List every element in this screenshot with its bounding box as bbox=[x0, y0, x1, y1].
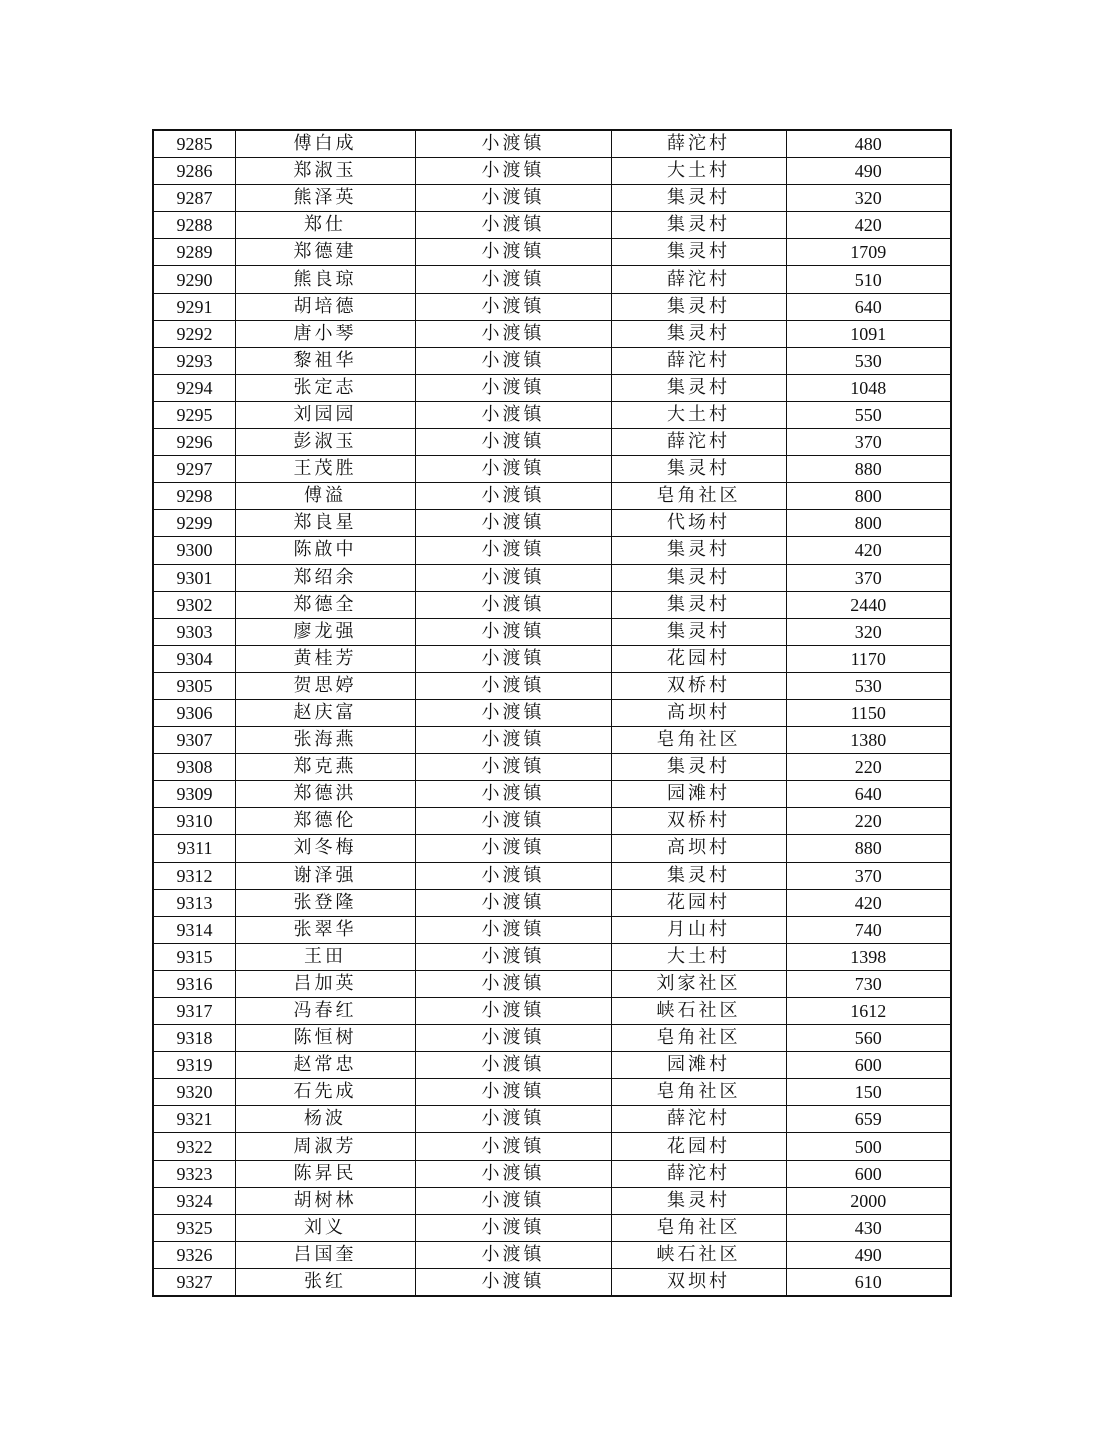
town-cell: 小渡镇 bbox=[415, 754, 611, 781]
amount-cell: 740 bbox=[786, 916, 951, 943]
village-cell: 集灵村 bbox=[611, 618, 786, 645]
row-number-cell: 9305 bbox=[153, 672, 235, 699]
amount-cell: 370 bbox=[786, 862, 951, 889]
amount-cell: 370 bbox=[786, 429, 951, 456]
row-number-cell: 9300 bbox=[153, 537, 235, 564]
person-name-cell: 赵常忠 bbox=[235, 1052, 415, 1079]
row-number-cell: 9295 bbox=[153, 401, 235, 428]
row-number-cell: 9322 bbox=[153, 1133, 235, 1160]
person-name-cell: 贺思婷 bbox=[235, 672, 415, 699]
amount-cell: 640 bbox=[786, 293, 951, 320]
person-name-cell: 张海燕 bbox=[235, 727, 415, 754]
village-cell: 集灵村 bbox=[611, 212, 786, 239]
row-number-cell: 9308 bbox=[153, 754, 235, 781]
town-cell: 小渡镇 bbox=[415, 835, 611, 862]
person-name-cell: 刘冬梅 bbox=[235, 835, 415, 862]
amount-cell: 880 bbox=[786, 456, 951, 483]
village-cell: 皂角社区 bbox=[611, 1214, 786, 1241]
row-number-cell: 9303 bbox=[153, 618, 235, 645]
table-row bbox=[153, 266, 951, 293]
amount-cell: 1150 bbox=[786, 699, 951, 726]
row-number-cell: 9290 bbox=[153, 266, 235, 293]
village-cell: 薛沱村 bbox=[611, 130, 786, 158]
table-row bbox=[153, 1133, 951, 1160]
village-cell: 集灵村 bbox=[611, 320, 786, 347]
table-row bbox=[153, 401, 951, 428]
village-cell: 大土村 bbox=[611, 943, 786, 970]
village-cell: 代场村 bbox=[611, 510, 786, 537]
person-name-cell: 吕国奎 bbox=[235, 1241, 415, 1268]
table-row bbox=[153, 618, 951, 645]
table-row bbox=[153, 970, 951, 997]
table-row bbox=[153, 591, 951, 618]
amount-cell: 220 bbox=[786, 754, 951, 781]
amount-cell: 510 bbox=[786, 266, 951, 293]
table-row bbox=[153, 483, 951, 510]
row-number-cell: 9291 bbox=[153, 293, 235, 320]
row-number-cell: 9315 bbox=[153, 943, 235, 970]
table-row bbox=[153, 130, 951, 158]
table-row bbox=[153, 943, 951, 970]
row-number-cell: 9294 bbox=[153, 374, 235, 401]
person-name-cell: 黄桂芳 bbox=[235, 645, 415, 672]
table-row bbox=[153, 889, 951, 916]
row-number-cell: 9321 bbox=[153, 1106, 235, 1133]
row-number-cell: 9302 bbox=[153, 591, 235, 618]
village-cell: 双桥村 bbox=[611, 672, 786, 699]
table-row bbox=[153, 672, 951, 699]
person-name-cell: 谢泽强 bbox=[235, 862, 415, 889]
row-number-cell: 9310 bbox=[153, 808, 235, 835]
person-name-cell: 胡培德 bbox=[235, 293, 415, 320]
person-name-cell: 陈昇民 bbox=[235, 1160, 415, 1187]
row-number-cell: 9293 bbox=[153, 347, 235, 374]
table-row bbox=[153, 429, 951, 456]
table-row bbox=[153, 808, 951, 835]
row-number-cell: 9301 bbox=[153, 564, 235, 591]
person-name-cell: 郑德建 bbox=[235, 239, 415, 266]
amount-cell: 1398 bbox=[786, 943, 951, 970]
town-cell: 小渡镇 bbox=[415, 456, 611, 483]
amount-cell: 800 bbox=[786, 510, 951, 537]
person-name-cell: 郑良星 bbox=[235, 510, 415, 537]
amount-cell: 880 bbox=[786, 835, 951, 862]
person-name-cell: 刘园园 bbox=[235, 401, 415, 428]
village-cell: 峡石社区 bbox=[611, 998, 786, 1025]
table-row bbox=[153, 645, 951, 672]
amount-cell: 420 bbox=[786, 212, 951, 239]
village-cell: 集灵村 bbox=[611, 374, 786, 401]
table-row bbox=[153, 835, 951, 862]
row-number-cell: 9326 bbox=[153, 1241, 235, 1268]
amount-cell: 490 bbox=[786, 158, 951, 185]
table-row bbox=[153, 374, 951, 401]
town-cell: 小渡镇 bbox=[415, 158, 611, 185]
person-name-cell: 傅白成 bbox=[235, 130, 415, 158]
village-cell: 皂角社区 bbox=[611, 727, 786, 754]
village-cell: 双桥村 bbox=[611, 808, 786, 835]
row-number-cell: 9288 bbox=[153, 212, 235, 239]
amount-cell: 500 bbox=[786, 1133, 951, 1160]
table-row bbox=[153, 537, 951, 564]
person-name-cell: 张翠华 bbox=[235, 916, 415, 943]
town-cell: 小渡镇 bbox=[415, 537, 611, 564]
row-number-cell: 9314 bbox=[153, 916, 235, 943]
row-number-cell: 9309 bbox=[153, 781, 235, 808]
amount-cell: 150 bbox=[786, 1079, 951, 1106]
table-row bbox=[153, 1241, 951, 1268]
person-name-cell: 张定志 bbox=[235, 374, 415, 401]
village-cell: 皂角社区 bbox=[611, 1079, 786, 1106]
village-cell: 集灵村 bbox=[611, 293, 786, 320]
village-cell: 集灵村 bbox=[611, 185, 786, 212]
amount-cell: 550 bbox=[786, 401, 951, 428]
amount-cell: 370 bbox=[786, 564, 951, 591]
person-name-cell: 刘义 bbox=[235, 1214, 415, 1241]
row-number-cell: 9327 bbox=[153, 1268, 235, 1296]
person-name-cell: 胡树林 bbox=[235, 1187, 415, 1214]
village-cell: 皂角社区 bbox=[611, 1025, 786, 1052]
amount-cell: 1091 bbox=[786, 320, 951, 347]
amount-cell: 420 bbox=[786, 537, 951, 564]
person-name-cell: 吕加英 bbox=[235, 970, 415, 997]
table-row bbox=[153, 727, 951, 754]
village-cell: 集灵村 bbox=[611, 239, 786, 266]
table-row bbox=[153, 456, 951, 483]
town-cell: 小渡镇 bbox=[415, 320, 611, 347]
town-cell: 小渡镇 bbox=[415, 1079, 611, 1106]
table-row bbox=[153, 754, 951, 781]
amount-cell: 530 bbox=[786, 347, 951, 374]
person-name-cell: 周淑芳 bbox=[235, 1133, 415, 1160]
village-cell: 花园村 bbox=[611, 889, 786, 916]
town-cell: 小渡镇 bbox=[415, 672, 611, 699]
village-cell: 集灵村 bbox=[611, 537, 786, 564]
table-row bbox=[153, 239, 951, 266]
village-cell: 园滩村 bbox=[611, 781, 786, 808]
village-cell: 薛沱村 bbox=[611, 347, 786, 374]
town-cell: 小渡镇 bbox=[415, 781, 611, 808]
table-row bbox=[153, 1106, 951, 1133]
amount-cell: 730 bbox=[786, 970, 951, 997]
row-number-cell: 9299 bbox=[153, 510, 235, 537]
amount-cell: 2440 bbox=[786, 591, 951, 618]
person-name-cell: 陈啟中 bbox=[235, 537, 415, 564]
village-cell: 双坝村 bbox=[611, 1268, 786, 1296]
amount-cell: 600 bbox=[786, 1160, 951, 1187]
table-row bbox=[153, 998, 951, 1025]
person-name-cell: 熊泽英 bbox=[235, 185, 415, 212]
table-row bbox=[153, 347, 951, 374]
town-cell: 小渡镇 bbox=[415, 1133, 611, 1160]
amount-cell: 490 bbox=[786, 1241, 951, 1268]
table-row bbox=[153, 862, 951, 889]
table-row bbox=[153, 185, 951, 212]
town-cell: 小渡镇 bbox=[415, 374, 611, 401]
village-cell: 集灵村 bbox=[611, 862, 786, 889]
table-row bbox=[153, 781, 951, 808]
table-row bbox=[153, 1214, 951, 1241]
village-cell: 峡石社区 bbox=[611, 1241, 786, 1268]
person-name-cell: 郑德全 bbox=[235, 591, 415, 618]
town-cell: 小渡镇 bbox=[415, 591, 611, 618]
amount-cell: 800 bbox=[786, 483, 951, 510]
person-name-cell: 陈恒树 bbox=[235, 1025, 415, 1052]
village-cell: 大土村 bbox=[611, 158, 786, 185]
row-number-cell: 9316 bbox=[153, 970, 235, 997]
amount-cell: 2000 bbox=[786, 1187, 951, 1214]
town-cell: 小渡镇 bbox=[415, 293, 611, 320]
person-name-cell: 冯春红 bbox=[235, 998, 415, 1025]
village-cell: 薛沱村 bbox=[611, 1160, 786, 1187]
town-cell: 小渡镇 bbox=[415, 239, 611, 266]
row-number-cell: 9317 bbox=[153, 998, 235, 1025]
town-cell: 小渡镇 bbox=[415, 1214, 611, 1241]
person-name-cell: 唐小琴 bbox=[235, 320, 415, 347]
table-row bbox=[153, 1187, 951, 1214]
town-cell: 小渡镇 bbox=[415, 429, 611, 456]
row-number-cell: 9313 bbox=[153, 889, 235, 916]
town-cell: 小渡镇 bbox=[415, 970, 611, 997]
amount-cell: 1170 bbox=[786, 645, 951, 672]
village-cell: 薛沱村 bbox=[611, 429, 786, 456]
row-number-cell: 9324 bbox=[153, 1187, 235, 1214]
village-cell: 高坝村 bbox=[611, 699, 786, 726]
town-cell: 小渡镇 bbox=[415, 1241, 611, 1268]
amount-cell: 1709 bbox=[786, 239, 951, 266]
person-name-cell: 熊良琼 bbox=[235, 266, 415, 293]
amount-cell: 659 bbox=[786, 1106, 951, 1133]
row-number-cell: 9296 bbox=[153, 429, 235, 456]
village-cell: 薛沱村 bbox=[611, 266, 786, 293]
village-cell: 刘家社区 bbox=[611, 970, 786, 997]
village-cell: 薛沱村 bbox=[611, 1106, 786, 1133]
person-name-cell: 郑德伦 bbox=[235, 808, 415, 835]
amount-cell: 560 bbox=[786, 1025, 951, 1052]
town-cell: 小渡镇 bbox=[415, 645, 611, 672]
amount-cell: 600 bbox=[786, 1052, 951, 1079]
roster-table-body bbox=[153, 130, 951, 1296]
town-cell: 小渡镇 bbox=[415, 510, 611, 537]
village-cell: 集灵村 bbox=[611, 754, 786, 781]
row-number-cell: 9311 bbox=[153, 835, 235, 862]
village-cell: 集灵村 bbox=[611, 1187, 786, 1214]
town-cell: 小渡镇 bbox=[415, 618, 611, 645]
table-row bbox=[153, 699, 951, 726]
row-number-cell: 9307 bbox=[153, 727, 235, 754]
person-name-cell: 张红 bbox=[235, 1268, 415, 1296]
village-cell: 集灵村 bbox=[611, 456, 786, 483]
row-number-cell: 9319 bbox=[153, 1052, 235, 1079]
village-cell: 高坝村 bbox=[611, 835, 786, 862]
table-row bbox=[153, 1079, 951, 1106]
village-cell: 花园村 bbox=[611, 645, 786, 672]
table-row bbox=[153, 212, 951, 239]
row-number-cell: 9306 bbox=[153, 699, 235, 726]
amount-cell: 530 bbox=[786, 672, 951, 699]
table-row bbox=[153, 1268, 951, 1296]
village-cell: 园滩村 bbox=[611, 1052, 786, 1079]
person-name-cell: 郑绍余 bbox=[235, 564, 415, 591]
amount-cell: 420 bbox=[786, 889, 951, 916]
town-cell: 小渡镇 bbox=[415, 916, 611, 943]
row-number-cell: 9304 bbox=[153, 645, 235, 672]
amount-cell: 320 bbox=[786, 618, 951, 645]
village-cell: 集灵村 bbox=[611, 564, 786, 591]
table-row bbox=[153, 1052, 951, 1079]
person-name-cell: 王茂胜 bbox=[235, 456, 415, 483]
person-name-cell: 张登隆 bbox=[235, 889, 415, 916]
town-cell: 小渡镇 bbox=[415, 564, 611, 591]
amount-cell: 610 bbox=[786, 1268, 951, 1296]
town-cell: 小渡镇 bbox=[415, 943, 611, 970]
person-name-cell: 彭淑玉 bbox=[235, 429, 415, 456]
town-cell: 小渡镇 bbox=[415, 1052, 611, 1079]
person-name-cell: 郑克燕 bbox=[235, 754, 415, 781]
row-number-cell: 9292 bbox=[153, 320, 235, 347]
table-row bbox=[153, 510, 951, 537]
town-cell: 小渡镇 bbox=[415, 889, 611, 916]
town-cell: 小渡镇 bbox=[415, 212, 611, 239]
person-name-cell: 郑德洪 bbox=[235, 781, 415, 808]
town-cell: 小渡镇 bbox=[415, 347, 611, 374]
town-cell: 小渡镇 bbox=[415, 1025, 611, 1052]
table-row bbox=[153, 158, 951, 185]
person-name-cell: 石先成 bbox=[235, 1079, 415, 1106]
amount-cell: 320 bbox=[786, 185, 951, 212]
amount-cell: 480 bbox=[786, 130, 951, 158]
town-cell: 小渡镇 bbox=[415, 185, 611, 212]
town-cell: 小渡镇 bbox=[415, 1268, 611, 1296]
row-number-cell: 9320 bbox=[153, 1079, 235, 1106]
table-row bbox=[153, 320, 951, 347]
amount-cell: 1380 bbox=[786, 727, 951, 754]
town-cell: 小渡镇 bbox=[415, 1160, 611, 1187]
table-row bbox=[153, 564, 951, 591]
row-number-cell: 9287 bbox=[153, 185, 235, 212]
table-row bbox=[153, 293, 951, 320]
person-name-cell: 王田 bbox=[235, 943, 415, 970]
row-number-cell: 9325 bbox=[153, 1214, 235, 1241]
town-cell: 小渡镇 bbox=[415, 727, 611, 754]
village-cell: 花园村 bbox=[611, 1133, 786, 1160]
town-cell: 小渡镇 bbox=[415, 1106, 611, 1133]
amount-cell: 640 bbox=[786, 781, 951, 808]
person-name-cell: 黎祖华 bbox=[235, 347, 415, 374]
person-name-cell: 杨波 bbox=[235, 1106, 415, 1133]
town-cell: 小渡镇 bbox=[415, 862, 611, 889]
row-number-cell: 9286 bbox=[153, 158, 235, 185]
amount-cell: 220 bbox=[786, 808, 951, 835]
village-cell: 皂角社区 bbox=[611, 483, 786, 510]
row-number-cell: 9289 bbox=[153, 239, 235, 266]
table-row bbox=[153, 1025, 951, 1052]
town-cell: 小渡镇 bbox=[415, 1187, 611, 1214]
table-row bbox=[153, 916, 951, 943]
row-number-cell: 9318 bbox=[153, 1025, 235, 1052]
table-row bbox=[153, 1160, 951, 1187]
person-name-cell: 郑淑玉 bbox=[235, 158, 415, 185]
village-cell: 大土村 bbox=[611, 401, 786, 428]
row-number-cell: 9297 bbox=[153, 456, 235, 483]
town-cell: 小渡镇 bbox=[415, 699, 611, 726]
person-name-cell: 廖龙强 bbox=[235, 618, 415, 645]
row-number-cell: 9298 bbox=[153, 483, 235, 510]
town-cell: 小渡镇 bbox=[415, 808, 611, 835]
row-number-cell: 9312 bbox=[153, 862, 235, 889]
town-cell: 小渡镇 bbox=[415, 483, 611, 510]
town-cell: 小渡镇 bbox=[415, 266, 611, 293]
person-name-cell: 郑仕 bbox=[235, 212, 415, 239]
town-cell: 小渡镇 bbox=[415, 998, 611, 1025]
person-name-cell: 傅溢 bbox=[235, 483, 415, 510]
amount-cell: 1612 bbox=[786, 998, 951, 1025]
amount-cell: 1048 bbox=[786, 374, 951, 401]
row-number-cell: 9285 bbox=[153, 130, 235, 158]
person-name-cell: 赵庆富 bbox=[235, 699, 415, 726]
village-cell: 月山村 bbox=[611, 916, 786, 943]
village-cell: 集灵村 bbox=[611, 591, 786, 618]
town-cell: 小渡镇 bbox=[415, 130, 611, 158]
amount-cell: 430 bbox=[786, 1214, 951, 1241]
town-cell: 小渡镇 bbox=[415, 401, 611, 428]
roster-table bbox=[152, 129, 952, 1297]
row-number-cell: 9323 bbox=[153, 1160, 235, 1187]
